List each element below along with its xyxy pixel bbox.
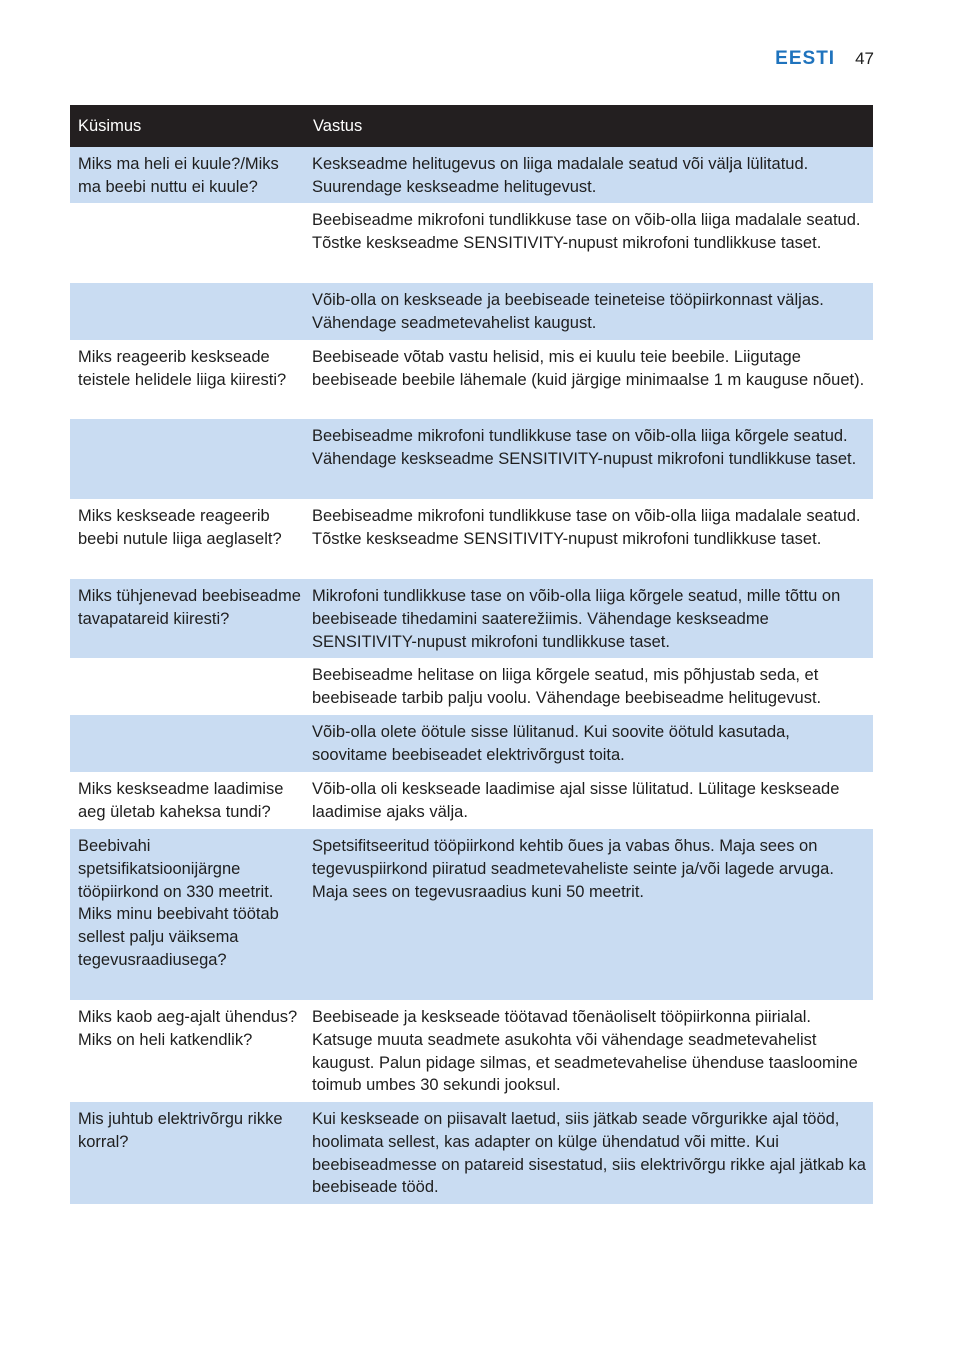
table-row: [70, 1000, 873, 1102]
question-cell: Miks ma heli ei kuule?/Miks ma beebi nuttu ei kuule?: [70, 147, 305, 203]
question-cell: Miks kaob aeg-ajalt ühendus? Miks on heli katkendlik?: [70, 1000, 305, 1102]
answer-cell: Võib-olla oli keskseade laadimise ajal sisse lülitatud. Lülitage keskseade laadimise ajaks välja.: [305, 772, 873, 829]
page-header: [775, 48, 874, 70]
answer-cell: Mikrofoni tundlikkuse tase on võib-olla liiga kõrgele seatud, mille tõttu on beebiseade tihedamini saaterežiimis. Vähendage keskseadme SENSITIVITY-nupust mikrofoni tundlikkuse taset.: [305, 579, 873, 658]
table-row: [70, 203, 873, 283]
table-row: [70, 147, 873, 203]
answer-cell: Beebiseadme mikrofoni tundlikkuse tase on võib-olla liiga kõrgele seatud. Vähendage keskseadme SENSITIVITY-nupust mikrofoni tundlikkuse taset.: [305, 419, 873, 499]
question-cell: Miks reageerib keskseade teistele helidele liiga kiiresti?: [70, 340, 305, 419]
table-row: [70, 715, 873, 772]
answer-cell: Beebiseade ja keskseade töötavad tõenäoliselt tööpiirkonna piirialal. Katsuge muuta seadmete asukohta või vähendage seadmetevahelist kaugust. Palun pidage silmas, et seadmetevahelise ühenduse taasloomine toimub umbes 30 sekundi jooksul.: [305, 1000, 873, 1102]
question-cell: [70, 419, 305, 499]
table-row: [70, 419, 873, 499]
answer-cell: Beebiseadme mikrofoni tundlikkuse tase on võib-olla liiga madalale seatud. Tõstke keskseadme SENSITIVITY-nupust mikrofoni tundlikkuse taset.: [305, 499, 873, 579]
column-header-answer: Vastus: [305, 105, 873, 147]
question-cell: Miks tühjenevad beebiseadme tavapatareid kiiresti?: [70, 579, 305, 658]
question-cell: Mis juhtub elektrivõrgu rikke korral?: [70, 1102, 305, 1204]
table-row: [70, 579, 873, 658]
answer-cell: Kui keskseade on piisavalt laetud, siis jätkab seade võrgurikke ajal tööd, hoolimata sellest, kas adapter on külge ühendatud või mitte. Kui beebiseadmesse on patareid sisestatud, siis elektrivõrgu rikke ajal jätkab ka beebiseade tööd.: [305, 1102, 873, 1204]
answer-cell: Võib-olla on keskseade ja beebiseade teineteise tööpiirkonnast väljas. Vähendage seadmetevahelist kaugust.: [305, 283, 873, 340]
question-cell: Miks keskseadme laadimise aeg ületab kaheksa tundi?: [70, 772, 305, 829]
table-row: [70, 340, 873, 419]
answer-cell: Beebiseadme mikrofoni tundlikkuse tase on võib-olla liiga madalale seatud. Tõstke keskseadme SENSITIVITY-nupust mikrofoni tundlikkuse taset.: [305, 203, 873, 283]
answer-cell: Beebiseadme helitase on liiga kõrgele seatud, mis põhjustab seda, et beebiseade tarbib palju voolu. Vähendage beebiseadme helitugevust.: [305, 658, 873, 715]
question-cell: Beebivahi spetsifikatsioonijärgne tööpiirkond on 330 meetrit. Miks minu beebivaht töötab sellest palju väiksema tegevusraadiusega?: [70, 829, 305, 1000]
table-header-row: [70, 105, 873, 147]
question-cell: [70, 203, 305, 283]
language-label: EESTI: [775, 48, 836, 69]
table-row: [70, 658, 873, 715]
question-cell: [70, 715, 305, 772]
column-header-question: Küsimus: [70, 105, 305, 147]
question-cell: [70, 658, 305, 715]
table-row: [70, 283, 873, 340]
question-cell: [70, 283, 305, 340]
page-number: 47: [855, 49, 874, 68]
table-row: [70, 499, 873, 579]
answer-cell: Võib-olla olete öötule sisse lülitanud. Kui soovite öötuld kasutada, soovitame beebiseadet elektrivõrgust toita.: [305, 715, 873, 772]
answer-cell: Spetsifitseeritud tööpiirkond kehtib õues ja vabas õhus. Maja sees on tegevuspiirkond piiratud seadmetevaheliste seinte ja/või lagede arvuga. Maja sees on tegevusraadius kuni 50 meetrit.: [305, 829, 873, 1000]
answer-cell: Beebiseade võtab vastu helisid, mis ei kuulu teie beebile. Liigutage beebiseade beebile lähemale (kuid järgige minimaalse 1 m kauguse nõuet).: [305, 340, 873, 419]
table-row: [70, 772, 873, 829]
troubleshooting-table: [70, 105, 873, 1204]
question-cell: Miks keskseade reageerib beebi nutule liiga aeglaselt?: [70, 499, 305, 579]
table-row: [70, 829, 873, 1000]
answer-cell: Keskseadme helitugevus on liiga madalale seatud või välja lülitatud. Suurendage keskseadme helitugevust.: [305, 147, 873, 203]
table-row: [70, 1102, 873, 1204]
